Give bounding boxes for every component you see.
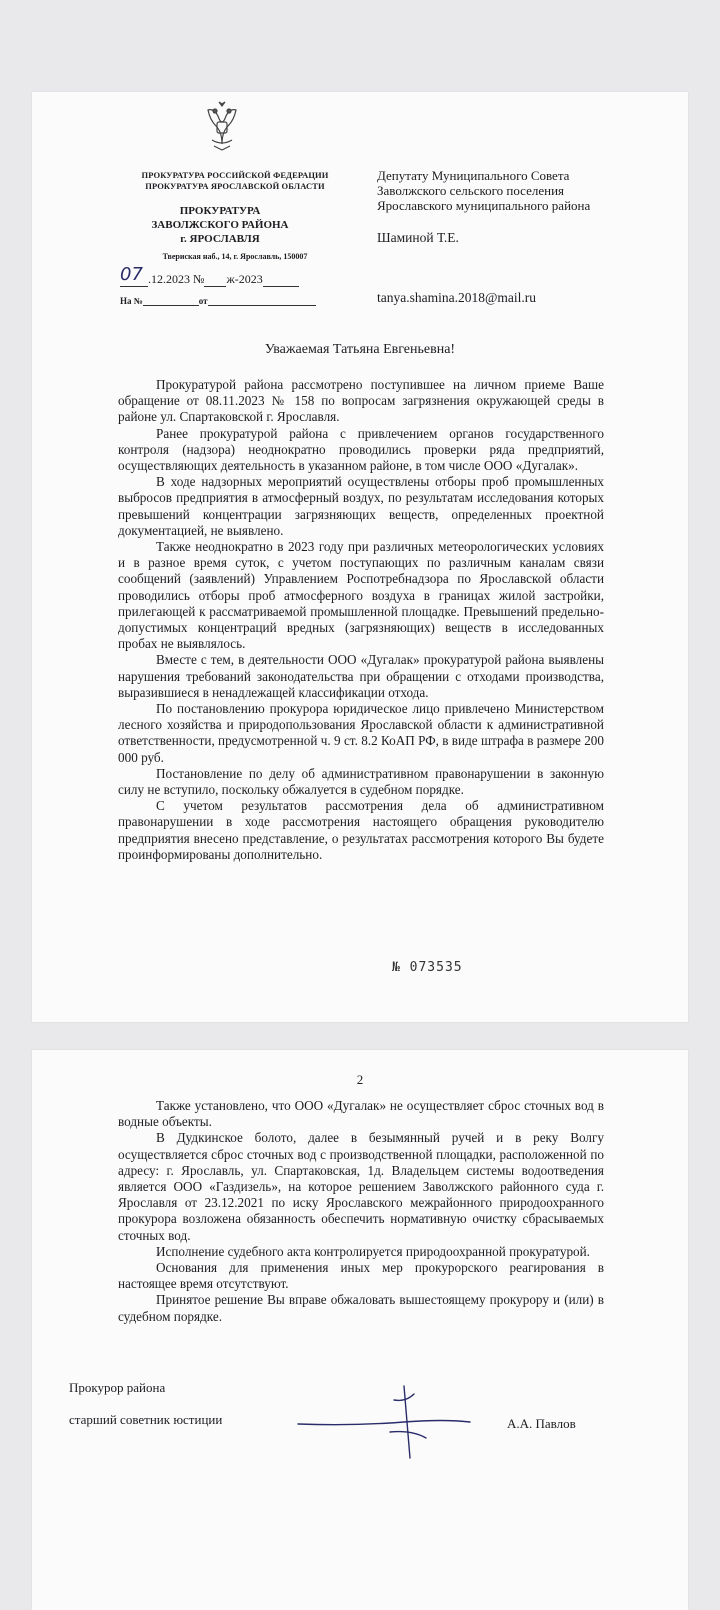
letter-date: .12.2023 xyxy=(148,272,190,286)
paragraph: В ходе надзорных мероприятий осуществлены отборы проб промышленных выбросов предприятия в атмосферный воздух, по результатам исследования которых превышений концентрации загрязняющих веществ, определенных проектной документацией, не выявлено. xyxy=(118,474,604,538)
handwritten-day: 07 xyxy=(120,264,143,285)
paragraph: Принятое решение Вы вправе обжаловать вышестоящему прокурору и (или) в судебном порядке. xyxy=(118,1292,604,1324)
addressee-line3: Ярославского муниципального района xyxy=(377,198,591,213)
paragraph: Вместе с тем, в деятельности ООО «Дугалак» прокуратурой района выявлены нарушения требований законодательства при обращении с отходами производства, выразившиеся в ненадлежащей классификации отхода. xyxy=(118,652,604,700)
paragraph: В Дудкинское болото, далее в безымянный ручей и в реку Волгу осуществляется сброс сточных вод с производственной площадки, расположенной по адресу: г. Ярославль, ул. Спартаковская, 1д. Владельцем системы водоотведения является ООО «Газдизель», на которое решением Заволжского районного суда г. Ярославля от 23.12.2021 по иску Ярославского межрайонного природоохранного прокурора возложена обязанность обеспечить нормативную очистку сбрасываемых сточных вод. xyxy=(118,1130,604,1243)
handwritten-signature-icon xyxy=(294,1372,474,1462)
office-name-line1: ПРОКУРАТУРА xyxy=(179,205,261,217)
ref-from-label: от xyxy=(198,296,208,306)
paragraph: Также установлено, что ООО «Дугалак» не осуществляет сброс сточных вод в водные объекты. xyxy=(118,1098,604,1130)
letter-body-page2 xyxy=(118,1098,604,1325)
org-line-regional: ПРОКУРАТУРА ЯРОСЛАВСКОЙ ОБЛАСТИ xyxy=(145,181,325,191)
prosecutor-office-header xyxy=(120,170,350,192)
addressee-name: Шаминой Т.Е. xyxy=(377,230,459,245)
addressee-email: tanya.shamina.2018@mail.ru xyxy=(377,290,537,305)
office-name-line2: ЗАВОЛЖСКОГО РАЙОНА xyxy=(151,219,289,231)
signatory-title: Прокурор района xyxy=(69,1380,166,1395)
signatory-name: А.А. Павлов xyxy=(507,1416,576,1431)
page-number: 2 xyxy=(356,1072,364,1087)
letter-page-1 xyxy=(32,92,688,1022)
ref-label: На № xyxy=(120,296,143,306)
paragraph: По постановлению прокурора юридическое лицо привлечено Министерством лесного хозяйства и природопользования Ярославской области к административной ответственности, предусмотренной ч. 9 ст. 8.2 КоАП РФ, в виде штрафа в размере 200 000 руб. xyxy=(118,701,604,765)
district-office-name xyxy=(120,204,320,246)
letter-page-2 xyxy=(32,1050,688,1610)
paragraph: Основания для применения иных мер прокурорского реагирования в настоящее время отсутствуют. xyxy=(118,1260,604,1292)
reference-row xyxy=(120,296,316,306)
addressee-line1: Депутату Муниципального Совета xyxy=(377,168,570,183)
paragraph: Также неоднократно в 2023 году при различных метеорологических условиях и в разное время суток, с учетом поступающих по различным каналам связи сообщений (заявлений) Управлением Роспотребнадзора по Ярославской области проводились отборы проб атмосферного воздуха в границах жилой застройки, прилегающей к рассматриваемой промышленной площадке. Превышений предельно-допустимых концентраций вредных (загрязняющих) веществ в исследованных пробах не выявлялось. xyxy=(118,539,604,652)
letter-number: ж-2023 xyxy=(226,272,263,286)
paragraph: Постановление по делу об административном правонарушении в законную силу не вступило, поскольку обжалуется в судебном порядке. xyxy=(118,765,604,798)
paragraph: Исполнение судебного акта контролируется природоохранной прокуратурой. xyxy=(156,1243,590,1259)
office-name-line3: г. ЯРОСЛАВЛЯ xyxy=(180,233,260,245)
office-address: Твериская наб., 14, г. Ярославль, 150007 xyxy=(162,252,308,261)
org-line-federal: ПРОКУРАТУРА РОССИЙСКОЙ ФЕДЕРАЦИИ xyxy=(141,170,329,180)
form-serial-number: № 073535 xyxy=(392,960,463,975)
paragraph: С учетом результатов рассмотрения дела об административном правонарушении в ходе рассмотрения настоящего обращения руководителю предприятия внесено представление, о результатах рассмотрения которого Вы будете проинформированы дополнительно. xyxy=(118,798,604,862)
signatory-rank: старший советник юстиции xyxy=(69,1412,223,1427)
paragraph: Прокуратурой района рассмотрено поступившее на личном приеме Ваше обращение от 08.11.2023 № 158 по вопросам загрязнения окружающей среды в районе ул. Спартаковской г. Ярославля. xyxy=(118,377,604,425)
greeting: Уважаемая Татьяна Евгеньевна! xyxy=(264,342,456,357)
coat-of-arms-emblem-icon xyxy=(200,100,244,154)
number-prefix: № xyxy=(193,272,205,286)
addressee-line2: Заволжского сельского поселения xyxy=(377,183,565,198)
paragraph: Ранее прокуратурой района с привлечением органов государственного контроля (надзора) неоднократно проводились проверки ряда предприятий, осуществляющих деятельность в указанном районе, в том числе ООО «Дугалак». xyxy=(118,425,604,474)
addressee-block xyxy=(377,168,677,213)
letter-body-page1 xyxy=(118,377,604,863)
letter-date-number xyxy=(120,264,299,287)
